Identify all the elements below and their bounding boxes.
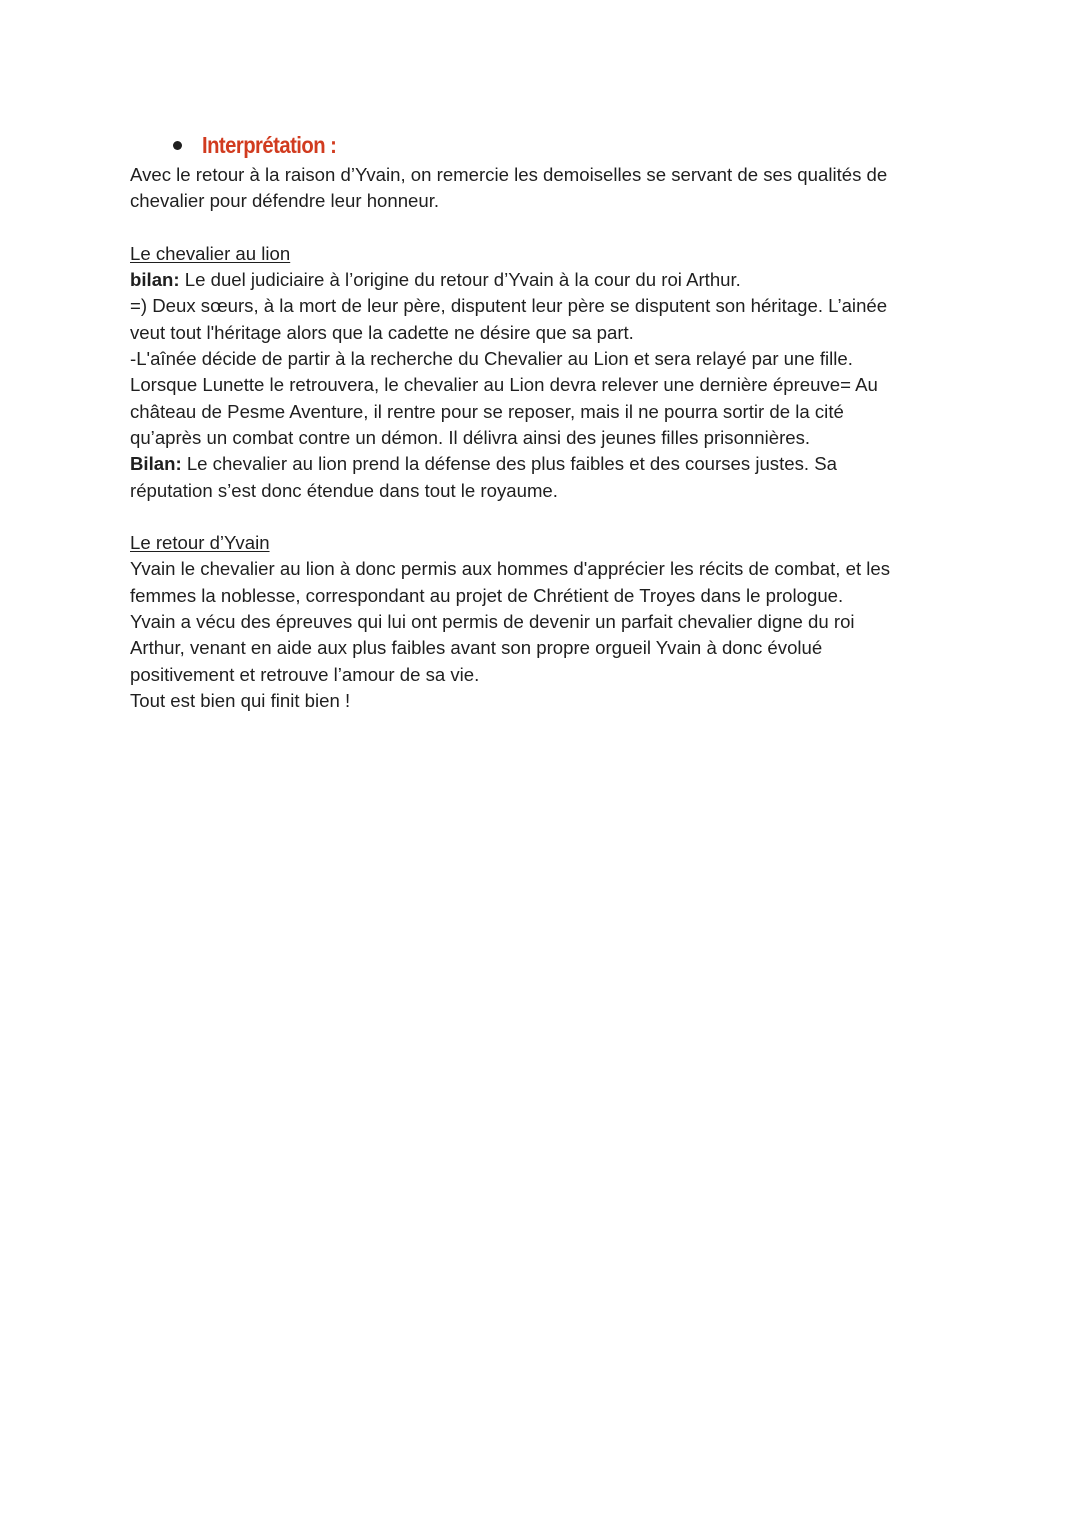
text-line: Avec le retour à la raison d’Yvain, on remercie les demoiselles se servant de ses qualités de (130, 164, 888, 185)
bullet-icon (173, 141, 182, 150)
bilan-text: Le chevalier au lion prend la défense des plus faibles et des courses justes. Sa (181, 453, 837, 475)
section-title-chevalier-lion: Le chevalier au lion (130, 242, 291, 264)
text-line: positivement et retrouve l’amour de sa vie. (130, 663, 480, 685)
interpretation-paragraph (130, 162, 960, 215)
text-line: -L'aînée décide de partir à la recherche du Chevalier au Lion et sera relayé par une fille. (130, 348, 853, 370)
interpretation-heading: Interprétation : (202, 131, 337, 158)
text-line: qu’après un combat contre un démon. Il délivra ainsi des jeunes filles prisonnières. (130, 426, 811, 448)
interpretation-heading-row (130, 128, 960, 162)
bilan-text: Le duel judiciaire à l’origine du retour d’Yvain à la cour du roi Arthur. (179, 269, 741, 291)
section-title-retour: Le retour d’Yvain (130, 532, 270, 554)
retour-section (130, 530, 960, 714)
text-line: Yvain a vécu des épreuves qui lui ont permis de devenir un parfait chevalier digne du roi (130, 611, 855, 633)
text-line: réputation s’est donc étendue dans tout le royaume. (130, 479, 558, 501)
bilan-line (130, 451, 960, 477)
chevalier-lion-section (130, 241, 960, 504)
text-line: =) Deux sœurs, à la mort de leur père, disputent leur père se disputent son héritage. L’ainée (130, 295, 888, 317)
text-line: Tout est bien qui finit bien ! (130, 689, 351, 711)
text-line: femmes la noblesse, correspondant au projet de Chrétient de Troyes dans le prologue. (130, 584, 844, 606)
document-page (130, 128, 960, 714)
bilan-label: bilan: (130, 269, 180, 291)
text-line: Yvain le chevalier au lion à donc permis aux hommes d'apprécier les récits de combat, et les (130, 558, 891, 580)
text-line: veut tout l'héritage alors que la cadette ne désire que sa part. (130, 321, 634, 343)
text-line: Arthur, venant en aide aux plus faibles avant son propre orgueil Yvain à donc évolué (130, 637, 823, 659)
text-line: château de Pesme Aventure, il rentre pour se reposer, mais il ne pourra sortir de la cité (130, 400, 844, 422)
text-line: Lorsque Lunette le retrouvera, le chevalier au Lion devra relever une dernière épreuve= Au (130, 374, 878, 396)
bilan-line (130, 267, 960, 293)
bilan-label: Bilan: (130, 453, 182, 475)
text-line: chevalier pour défendre leur honneur. (130, 190, 440, 212)
